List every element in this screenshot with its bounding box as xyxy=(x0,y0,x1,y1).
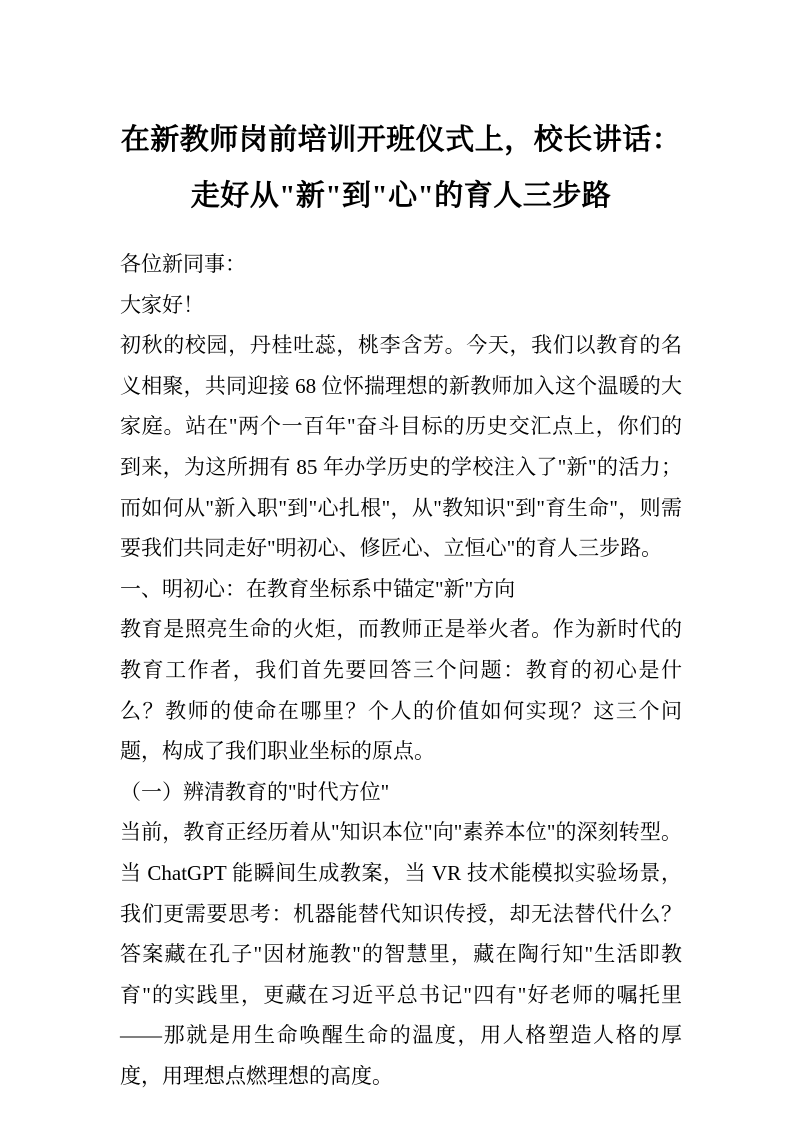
paragraph: （一）辨清教育的"时代方位" xyxy=(120,779,390,804)
paragraph: 教育是照亮生命的火炬，而教师正是举火者。作为新时代的教育工作者，我们首先要回答三个问题：教育的初心是什么？教师的使命在哪里？个人的价值如何实现？这三个问题，构成了我们职业坐标的原点。 xyxy=(120,617,682,764)
paragraph: 当前，教育正经历着从"知识本位"向"素养本位"的深刻转型。当 ChatGPT 能瞬间生成教案，当 VR 技术能模拟实验场景，我们更需要思考：机器能替代知识传授，却无法替代什么？答案藏在孔子"因材施教"的智慧里，藏在陶行知"生活即教育"的实践里，更藏在习近平总书记"四有"好老师的嘱托里——那就是用生命唤醒生命的温度，用人格塑造人格的厚度，用理想点燃理想的高度。 xyxy=(120,820,682,1088)
paragraph: 大家好！ xyxy=(120,292,204,317)
document-title xyxy=(120,112,682,224)
document-body xyxy=(120,244,682,1096)
document-title-line-2: 走好从"新"到"心"的育人三步路 xyxy=(190,180,612,212)
paragraph: 各位新同事： xyxy=(120,252,246,276)
paragraph: 初秋的校园，丹桂吐蕊，桃李含芳。今天，我们以教育的名义相聚，共同迎接 68 位怀揣理想的新教师加入这个温暖的大家庭。站在"两个一百年"奋斗目标的历史交汇点上，你们的到来，为这所拥有 85 年办学历史的学校注入了"新"的活力；而如何从"新入职"到"心扎根"，从"教知识"到"育生命"，则需要我们共同走好"明初心、修匠心、立恒心"的育人三步路。 xyxy=(120,333,682,561)
paragraph: 一、明初心：在教育坐标系中锚定"新"方向 xyxy=(120,576,516,601)
document-title-line-1: 在新教师岗前培训开班仪式上，校长讲话： xyxy=(120,124,682,156)
